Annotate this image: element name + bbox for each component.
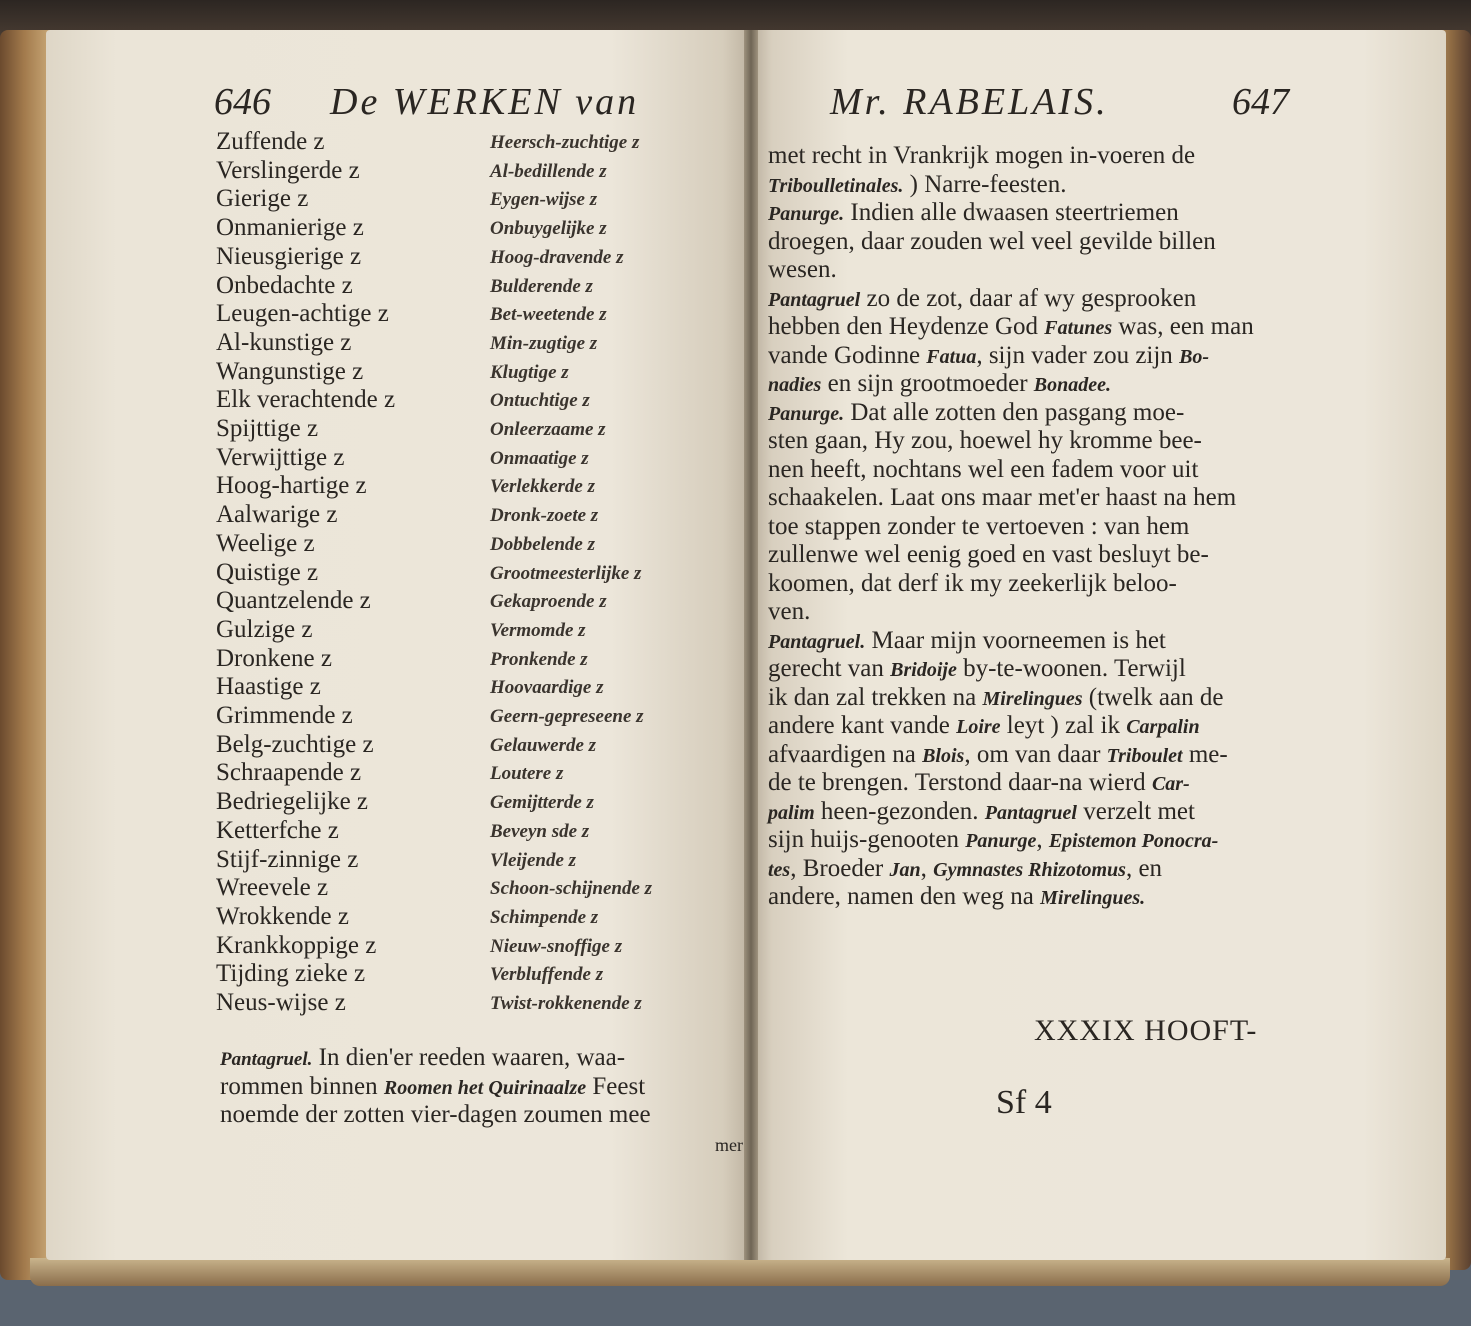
italic-run: palim	[768, 801, 815, 824]
text-line	[768, 712, 1254, 741]
text-run: koomen, dat derf ik my zeekerlijk beloo-	[768, 569, 1177, 597]
text-line	[768, 541, 1254, 570]
text-line	[768, 399, 1254, 428]
text-run: ,	[920, 854, 934, 882]
list-item: Bet-weetende z	[490, 304, 607, 326]
list-item: Schraapende z	[216, 759, 362, 787]
list-item: Krankkoppige z	[216, 931, 377, 959]
text-run: droegen, daar zouden wel veel gevilde billen	[768, 227, 1216, 255]
list-item: Wreevele z	[216, 874, 329, 902]
italic-run: Jan	[889, 858, 921, 881]
text-run: , om van daar	[964, 740, 1107, 768]
list-item: Haastige z	[216, 673, 321, 701]
list-item: Gulzige z	[216, 615, 313, 643]
text-run: In dien'er reeden waaren, waa-	[312, 1044, 626, 1071]
list-item: Ketterfche z	[216, 816, 339, 844]
list-item: Dronk-zoete z	[490, 505, 599, 527]
italic-run: Carpalin	[1126, 716, 1200, 738]
list-item: Beveyn sde z	[490, 820, 590, 842]
text-run: en sijn grootmoeder	[821, 370, 1034, 397]
text-line	[768, 741, 1254, 770]
list-item: Dronkene z	[216, 644, 332, 672]
text-line	[768, 228, 1254, 257]
italic-run: Bridoije	[890, 659, 957, 681]
text-run: , en	[1125, 854, 1163, 882]
list-item: Gierige z	[216, 185, 309, 213]
text-line	[768, 199, 1254, 228]
list-item: Hoog-hartige z	[216, 472, 367, 500]
list-item: Al-bedillende z	[490, 160, 607, 182]
text-run: wesen.	[768, 256, 837, 283]
text-run: ) Narre-feesten.	[903, 170, 1067, 198]
list-item: Neus-wijse z	[216, 989, 346, 1016]
text-run: mer	[715, 1134, 743, 1155]
italic-run: Mirelingues	[982, 687, 1083, 710]
list-item: Gekaproende z	[490, 591, 607, 613]
list-item: Ontuchtige z	[490, 390, 590, 412]
list-item: Nieuw-snoffige z	[490, 935, 623, 957]
text-line	[768, 883, 1254, 912]
text-run: nen heeft, nochtans wel een fadem voor uit	[768, 455, 1199, 483]
text-run: Feest	[586, 1072, 646, 1100]
text-run: , sijn vader zou zijn	[976, 341, 1180, 369]
list-item: Hoovaardige z	[490, 677, 604, 699]
text-run: Dat alle zotten den pasgang moe-	[844, 398, 1185, 426]
italic-run: Triboulet	[1106, 744, 1183, 767]
text-run: , Broeder	[790, 854, 890, 882]
text-run: noemde der zotten vier-dagen zoumen mee	[220, 1101, 651, 1128]
list-item: Nieusgierige z	[216, 242, 362, 270]
text-line	[768, 769, 1254, 798]
text-run: zo de zot, daar af wy gesprooken	[860, 284, 1197, 312]
italic-run: Car-	[1151, 773, 1190, 795]
italic-run: tes	[768, 858, 791, 881]
list-item: Eygen-wijse z	[490, 189, 598, 211]
text-line	[220, 1130, 743, 1159]
text-run: rommen binnen	[220, 1072, 384, 1100]
italic-run: Panurge.	[768, 203, 845, 225]
text-line	[768, 655, 1254, 684]
text-line	[220, 1044, 743, 1073]
signature-mark: Sf 4	[996, 1084, 1052, 1121]
italic-run: Pantagruel	[984, 801, 1077, 824]
text-line	[220, 1073, 743, 1102]
list-item: Belg-zuchtige z	[216, 730, 374, 758]
list-item: Grootmeesterlijke z	[490, 562, 642, 584]
text-line	[768, 826, 1254, 855]
text-run: ik dan zal trekken na	[768, 683, 983, 711]
text-line	[768, 684, 1254, 713]
text-run: andere kant vande	[768, 712, 957, 739]
text-run: Indien alle dwaasen steertriemen	[844, 199, 1179, 226]
list-item: Twist-rokkenende z	[490, 993, 642, 1014]
text-run: sijn huijs-genooten	[768, 826, 966, 853]
list-item: Verlekkerde z	[490, 476, 596, 498]
italic-run: Gymnastes Rhizotomus	[933, 858, 1126, 881]
text-run: by-te-woonen. Terwijl	[956, 655, 1186, 682]
list-item: Stijf-zinnige z	[216, 845, 359, 873]
text-run: leyt ) zal ik	[1000, 712, 1127, 739]
list-item: Dobbelende z	[490, 533, 596, 555]
text-line	[768, 627, 1254, 656]
text-run: heen-gezonden.	[814, 797, 985, 825]
text-run: schaakelen. Laat ons maar met'er haast na hem	[768, 484, 1237, 511]
list-item: Verwijttige z	[216, 443, 345, 471]
list-item: Geern-gepreseene z	[490, 706, 644, 727]
list-item: Onbedachte z	[216, 271, 353, 299]
catchword: XXXIX HOOFT-	[1034, 1014, 1258, 1047]
list-item: Spijttige z	[216, 415, 319, 442]
right-running-head: Mr. RABELAIS.	[830, 81, 1109, 123]
text-line	[768, 855, 1254, 884]
list-item: Vermomde z	[490, 619, 586, 641]
list-item: Zuffende z	[216, 128, 325, 155]
list-item: Al-kunstige z	[216, 328, 352, 356]
text-run: sten gaan, Hy zou, hoewel hy kromme bee-	[768, 427, 1202, 454]
list-item: Quantzelende z	[216, 587, 371, 615]
text-run: Maar mijn voorneemen is het	[865, 626, 1166, 654]
list-item: Pronkende z	[490, 648, 588, 670]
italic-run: Panurge.	[768, 402, 845, 425]
list-item: Elk verachtende z	[216, 386, 396, 414]
list-item: Onmanierige z	[216, 214, 364, 242]
text-run: verzelt met	[1076, 797, 1195, 825]
list-item: Vleijende z	[490, 849, 577, 871]
right-page-number: 647	[1232, 81, 1289, 123]
text-line	[768, 456, 1254, 485]
left-closing-paragraph	[220, 1044, 743, 1158]
italic-run: Roomen het Quirinaalze	[383, 1076, 587, 1099]
text-line	[768, 313, 1254, 342]
list-item: Klugtige z	[490, 361, 569, 383]
left-page-number: 646	[214, 81, 271, 123]
text-run: (twelk aan de	[1082, 683, 1224, 711]
italic-run: Pantagruel	[768, 288, 861, 311]
text-run: toe stappen zonder te vertoeven : van hem	[768, 512, 1190, 540]
text-run: de te brengen. Terstond daar-na wierd	[768, 769, 1152, 796]
italic-run: Panurge	[965, 830, 1037, 852]
list-item: Verslingerde z	[216, 156, 360, 184]
text-run: ven.	[768, 598, 811, 625]
speaker-name: Pantagruel.	[220, 1049, 313, 1070]
italic-run: Triboulletinales.	[768, 174, 904, 197]
list-item: Wrokkende z	[216, 902, 349, 930]
italic-run: Bonadee.	[1033, 374, 1112, 396]
italic-run: Pantagruel.	[768, 630, 866, 653]
italic-run: Fatua	[926, 345, 977, 368]
text-run: vande Godinne	[768, 341, 927, 369]
italic-run: Blois	[922, 744, 965, 767]
list-item: Onleerzaame z	[490, 419, 606, 440]
text-line	[768, 570, 1254, 599]
text-run: zullenwe wel eenig goed en vast besluyt be-	[768, 541, 1209, 568]
text-run: was, een man	[1112, 313, 1254, 340]
text-line	[768, 427, 1254, 456]
list-item: Wangunstige z	[216, 357, 364, 385]
list-item: Onbuygelijke z	[490, 218, 607, 240]
italic-run: nadies	[768, 374, 822, 396]
list-item: Verbluffende z	[490, 964, 604, 986]
list-item: Bulderende z	[490, 275, 593, 297]
italic-run: Epistemon Ponocra-	[1048, 830, 1219, 852]
italic-run: Mirelingues.	[1040, 887, 1146, 909]
list-item: Grimmende z	[216, 702, 353, 729]
text-line	[768, 798, 1254, 827]
text-run: afvaardigen na	[768, 740, 923, 768]
list-item: Schimpende z	[490, 906, 599, 928]
text-line	[768, 285, 1254, 314]
book-bottom-edge	[30, 1258, 1450, 1286]
text-run: hebben den Heydenze God	[768, 313, 1045, 340]
italic-run: Loire	[956, 716, 1001, 738]
text-line	[768, 513, 1254, 542]
list-item: Min-zugtige z	[490, 332, 598, 354]
list-item: Aalwarige z	[216, 501, 338, 529]
left-running-head: De WERKEN van	[330, 81, 640, 123]
text-line	[768, 342, 1254, 371]
list-item: Schoon-schijnende z	[490, 878, 653, 900]
list-item: Weelige z	[216, 529, 315, 557]
list-item: Hoog-dravende z	[490, 246, 624, 268]
italic-run: Fatunes	[1044, 317, 1113, 339]
text-run: ,	[1036, 826, 1049, 853]
list-item: Loutere z	[490, 763, 564, 785]
list-item: Gemijtterde z	[490, 792, 594, 814]
list-item: Bedriegelijke z	[216, 788, 369, 816]
text-line	[220, 1101, 743, 1130]
text-line	[768, 484, 1254, 513]
text-run: gerecht van	[768, 655, 891, 682]
list-item: Quistige z	[216, 558, 319, 586]
list-item: Gelauwerde z	[490, 734, 597, 756]
italic-run: Bo-	[1179, 345, 1210, 368]
text-run: andere, namen den weg na	[768, 883, 1041, 910]
list-item: Onmaatige z	[490, 447, 589, 469]
text-line	[768, 142, 1254, 171]
list-item: Tijding zieke z	[216, 960, 366, 988]
list-item: Leugen-achtige z	[216, 300, 389, 328]
list-item: Heersch-zuchtige z	[490, 132, 640, 153]
text-run: met recht in Vrankrijk mogen in-voeren de	[768, 142, 1196, 169]
book-gutter	[744, 30, 758, 1260]
right-page-text	[768, 142, 1254, 912]
text-run: me-	[1182, 740, 1228, 768]
text-line	[768, 256, 1254, 285]
text-line	[768, 370, 1254, 399]
text-line	[768, 598, 1254, 627]
text-line	[768, 171, 1254, 200]
